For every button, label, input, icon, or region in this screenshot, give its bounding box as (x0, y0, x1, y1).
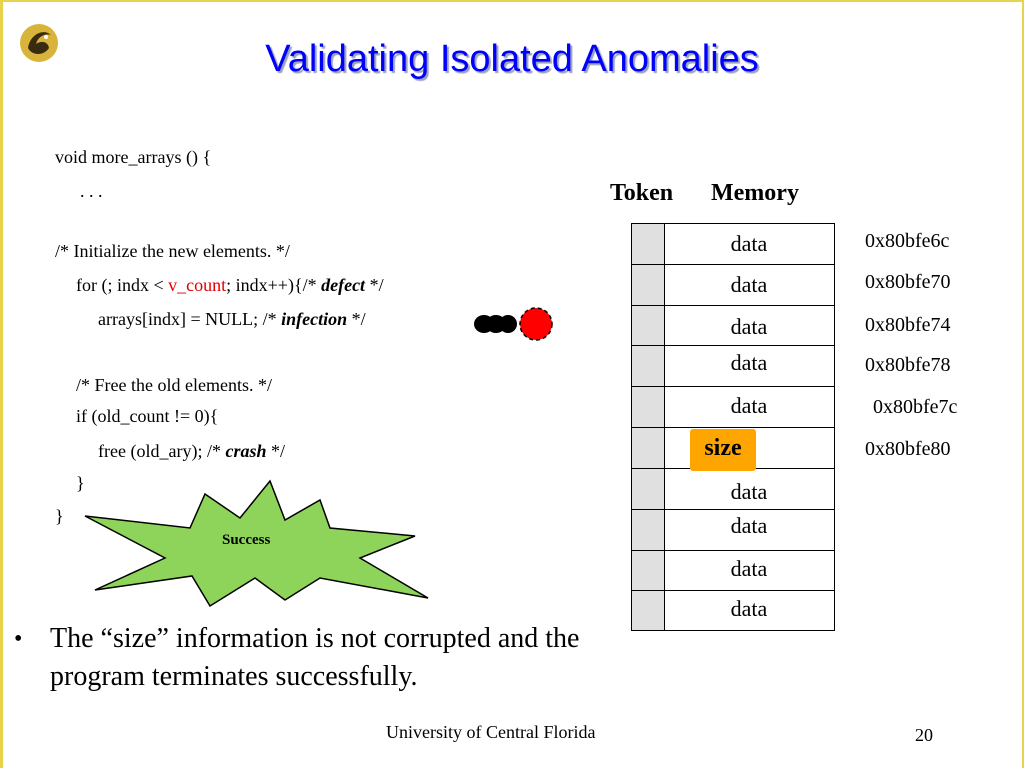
memory-row (632, 387, 834, 428)
footer-text: University of Central Florida (386, 722, 596, 742)
memory-row (632, 346, 834, 387)
memory-cell: data (730, 556, 768, 581)
address-label: 0x80bfe7c (873, 396, 958, 418)
code-line: if (old_count != 0){ (76, 406, 219, 426)
slide-title: Validating Isolated Anomalies (265, 38, 759, 80)
memory-row (632, 551, 834, 591)
token-header: Token (610, 180, 674, 206)
code-text: */ (266, 441, 285, 461)
page-number: 20 (915, 725, 933, 745)
code-keyword: defect (321, 275, 366, 295)
memory-row (632, 265, 834, 306)
code-line: /* Initialize the new elements. */ (55, 241, 290, 261)
memory-cell: data (730, 596, 768, 621)
token-cell (632, 346, 665, 386)
code-text: */ (365, 275, 384, 295)
code-line: void more_arrays () { (55, 147, 212, 167)
token-cell (632, 510, 665, 550)
address-label: 0x80bfe80 (865, 438, 951, 460)
memory-cell: data (730, 272, 768, 297)
token-cell (632, 387, 665, 427)
code-keyword: crash (225, 441, 267, 461)
frame-top-border (0, 0, 1024, 2)
memory-cell: data (730, 350, 768, 375)
code-text: for (; indx < (76, 275, 169, 295)
token-cell (632, 469, 665, 509)
size-cell: size (704, 435, 742, 461)
address-label: 0x80bfe78 (865, 354, 951, 376)
token-cell (632, 428, 665, 468)
infection-marker-icon (470, 306, 560, 342)
memory-cell: data (730, 314, 768, 339)
memory-table (631, 223, 835, 631)
code-text: ; indx++){/* (226, 275, 322, 295)
address-label: 0x80bfe70 (865, 271, 951, 293)
frame-left-border (0, 0, 3, 768)
code-keyword: infection (281, 309, 348, 329)
code-text: free (old_ary); /* (98, 441, 226, 461)
memory-cell: data (730, 479, 768, 504)
code-line (98, 308, 366, 330)
memory-cell (664, 393, 834, 419)
token-cell (632, 551, 665, 590)
code-line (76, 274, 384, 296)
bullet-text: The “size” information is not corrupted and the program terminates successfully. (50, 623, 580, 692)
memory-row (632, 510, 834, 551)
code-line: } (76, 473, 85, 493)
code-variable: v_count (168, 275, 227, 295)
memory-header: Memory (711, 180, 799, 206)
memory-cell: data (730, 231, 768, 256)
memory-value: data (730, 393, 768, 418)
memory-cell: data (730, 513, 768, 538)
address-label: 0x80bfe74 (865, 314, 951, 336)
token-cell (632, 224, 665, 264)
success-label: Success (222, 532, 271, 548)
code-line: . . . (80, 181, 103, 201)
bullet-icon: • (14, 626, 23, 652)
code-line: /* Free the old elements. */ (76, 375, 272, 395)
memory-row (632, 306, 834, 346)
token-cell (632, 306, 665, 345)
memory-row (632, 224, 834, 265)
code-text: arrays[indx] = NULL; /* (98, 309, 282, 329)
address-label: 0x80bfe6c (865, 230, 950, 252)
code-line (98, 440, 285, 462)
code-line: } (55, 506, 64, 526)
memory-row (632, 591, 834, 630)
memory-row (632, 469, 834, 510)
token-cell (632, 265, 665, 305)
code-text: */ (347, 309, 366, 329)
